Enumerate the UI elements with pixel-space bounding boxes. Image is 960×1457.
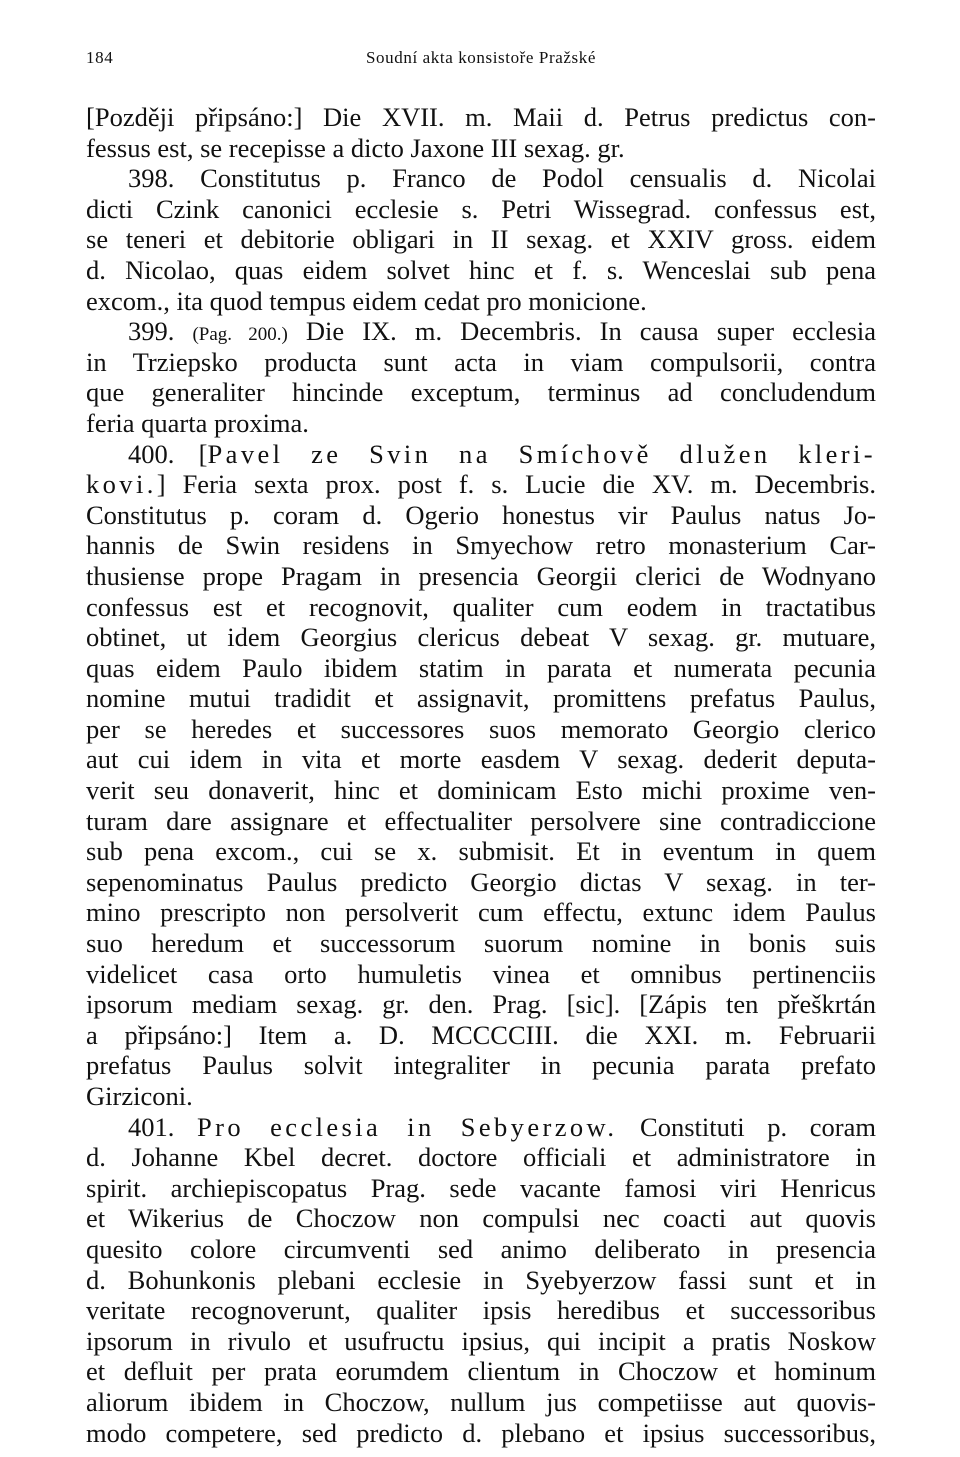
text-line: spirit. archiepiscopatus Prag. sede vacante famosi viri Henricus <box>86 1172 876 1203</box>
entry-number: 399. <box>128 316 175 347</box>
text-line: verit seu donaverit, hinc et dominicam Esto michi proxime ven- <box>86 775 876 806</box>
text-line: dicti Czink canonici ecclesie s. Petri Wissegrad. confessus est, <box>86 193 876 224</box>
line-text: ] Feria sexta prox. post f. s. Lucie die XV. m. Decembris. <box>156 469 876 500</box>
text-line: se teneri et debitorie obligari in II sexag. et XXIV gross. eidem <box>86 224 876 255</box>
spaced-heading: Pavel ze Svin na Smíchově dlužen kleri- <box>207 438 876 469</box>
running-title: Soudní akta konsistoře Pražské <box>366 48 596 67</box>
text-line: obtinet, ut idem Georgius clericus debeat V sexag. gr. mutuare, <box>86 622 876 653</box>
entry-number: 400. [ <box>128 438 208 469</box>
text-line: prefatus Paulus solvit integraliter in pecunia parata prefato <box>86 1050 876 1081</box>
spaced-heading: Pro ecclesia in Sebyerzow. <box>197 1111 618 1142</box>
text-line: modo competere, sed predicto d. plebano et ipsius successoribus, <box>86 1417 876 1448</box>
spaced-heading: kovi. <box>86 469 157 500</box>
text-line: ipsorum in rivulo et usufructu ipsius, qui incipit a pratis Noskow <box>86 1325 876 1356</box>
text-line: que generaliter hincinde exceptum, terminus ad concludendum <box>86 377 876 408</box>
text-line: turam dare assignare et effectualiter persolvere sine contradiccione <box>86 805 876 836</box>
text-line: Constitutus p. coram d. Ogerio honestus vir Paulus natus Jo- <box>86 499 876 530</box>
text-line: et defluit per prata eorumdem clientum in Choczow et hominum <box>86 1356 876 1387</box>
text-line: sepenominatus Paulus predicto Georgio dictas V sexag. in ter- <box>86 866 876 897</box>
text-line: confessus est et recognovit, qualiter cum eodem in tractatibus <box>86 591 876 622</box>
text-line: et Wikerius de Choczow non compulsi nec coacti aut quovis <box>86 1203 876 1234</box>
line-text: Constituti p. coram <box>640 1111 876 1142</box>
text-line: a připsáno:] Item a. D. MCCCCIII. die XXI. m. Februarii <box>86 1019 876 1050</box>
text-line: thusiense prope Pragam in presencia Georgii clerici de Wodnyano <box>86 560 876 591</box>
text-line: Girziconi. <box>86 1081 193 1111</box>
text-line: d. Nicolao, quas eidem solvet hinc et f. s. Wenceslai sub pena <box>86 254 876 285</box>
text-line: per se heredes et successores suos memorato Georgio clerico <box>86 713 876 744</box>
text-line: aliorum ibidem in Choczow, nullum jus competiisse aut quovis- <box>86 1386 876 1417</box>
text-line: quas eidem Paulo ibidem statim in parata et numerata pecunia <box>86 652 876 683</box>
text-line: quesito colore circumventi sed animo deliberato in presencia <box>86 1233 876 1264</box>
text-line: [Později připsáno:] Die XVII. m. Maii d. Petrus predictus con- <box>86 102 876 132</box>
page-number: 184 <box>86 48 114 67</box>
running-head <box>86 48 876 72</box>
body-text <box>86 102 876 1448</box>
text-line: ipsorum mediam sexag. gr. den. Prag. [sic]. [Zápis ten přeškrtán <box>86 989 876 1020</box>
text-line: videlicet casa orto humuletis vinea et omnibus pertinenciis <box>86 958 876 989</box>
text-line: hannis de Swin residens in Smyechow retro monasterium Car- <box>86 530 876 561</box>
text-line: d. Johanne Kbel decret. doctore officiali et administratore in <box>86 1142 876 1173</box>
text-line: in Trziepsko producta sunt acta in viam compulsorii, contra <box>86 346 876 377</box>
page-reference: (Pag. 200.) <box>192 324 288 346</box>
text-line: sub pena excom., cui se x. submisit. Et in eventum in quem <box>86 836 876 867</box>
text-line <box>86 469 876 500</box>
text-line: 398. Constitutus p. Franco de Podol censualis d. Nicolai <box>128 163 876 194</box>
text-line: excom., ita quod tempus eidem cedat pro monicione. <box>86 285 647 316</box>
text-line: nomine mutui tradidit et assignavit, promittens prefatus Paulus, <box>86 683 876 714</box>
text-line: veritate recognoverunt, qualiter ipsis heredibus et successoribus <box>86 1295 876 1326</box>
text-line <box>86 1112 876 1143</box>
text-line: fessus est, se recepisse a dicto Jaxone III sexag. gr. <box>86 132 625 163</box>
text-line <box>86 316 876 347</box>
text-line: suo heredum et successorum suorum nomine in bonis suis <box>86 928 876 959</box>
entry-number: 401. <box>128 1111 175 1142</box>
line-text: Die IX. m. Decembris. In causa super ecclesia <box>305 316 877 347</box>
text-line: d. Bohunkonis plebani ecclesie in Syebyerzow fassi sunt et in <box>86 1264 876 1295</box>
text-line: mino prescripto non persolverit cum effectu, extunc idem Paulus <box>86 897 876 928</box>
text-line <box>86 439 876 470</box>
text-line: aut cui idem in vita et morte easdem V sexag. dederit deputa- <box>86 744 876 775</box>
text-line: feria quarta proxima. <box>86 407 309 438</box>
